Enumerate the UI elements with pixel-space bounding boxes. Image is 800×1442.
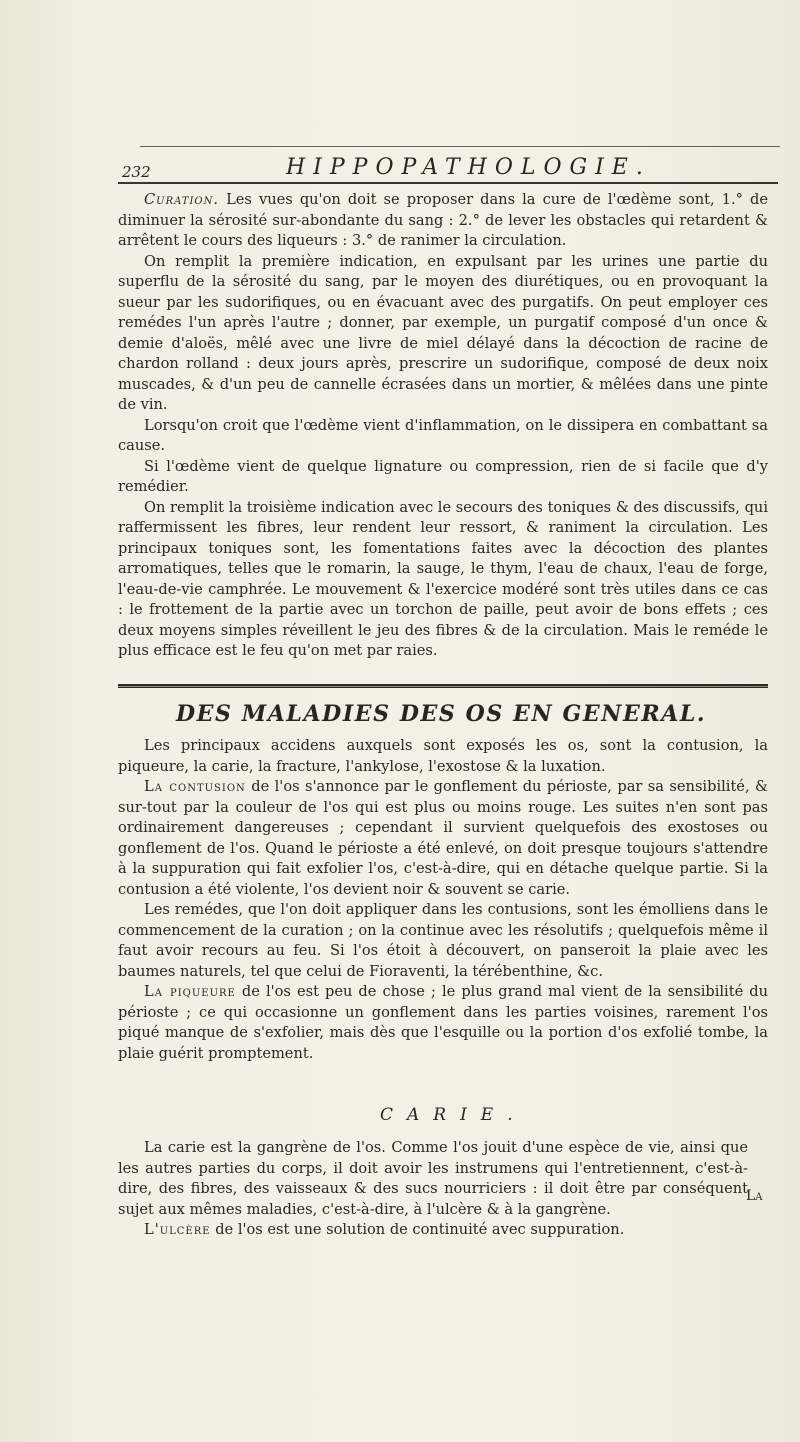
bones-paragraph-1: Les principaux accidens auxquels sont exposés les os, sont la contusion, la piqueure, la carie, la fracture, l'ankylose, l'exostose & la luxation. <box>118 737 768 775</box>
section-title: DES MALADIES DES OS EN GENERAL. <box>176 701 707 727</box>
section-divider <box>118 684 768 688</box>
piqueure-paragraph: de l'os est peu de chose ; le plus grand mal vient de la sensibilité du périoste ; ce qui occasionne un gonflement dans les parties voisines, rarement l'os piqué manque de s'exfolier, mais dès que l'esquille ou la portion d'os exfolié tombe, la plaie guérit promptement. <box>118 983 768 1062</box>
remedies-paragraph: Les remédes, que l'on doit appliquer dans les contusions, sont les émolliens dans le commencement de la curation ; on la continue avec les résolutifs ; quelquefois même il faut avoir recours au feu. Si l'os étoit à découvert, on panseroit la plaie avec les baumes naturels, tel que celui de Fioraventi, la térébenthine, &c. <box>118 901 768 980</box>
header-rule <box>118 182 778 184</box>
curation-paragraph-3: Lorsqu'on croit que l'œdème vient d'inflammation, on le dissipera en combattant sa cause. <box>118 416 768 454</box>
running-title: HIPPOPATHOLOGIE. <box>286 155 651 180</box>
catchword: La <box>746 1188 763 1204</box>
carie-paragraph: La carie est la gangrène de l'os. Comme l'os jouit d'une espèce de vie, ainsi que les autres parties du corps, il doit avoir les instrumens qui l'entretiennent, c'est-à-dire, des fibres, des vaisseaux & des sucs nourriciers : il doit être par conséquent sujet aux mêmes maladies, c'est-à-dire, à l'ulcère & à la gangrène. <box>118 1139 748 1218</box>
bones-section <box>118 736 768 1064</box>
curation-lead: Curation. <box>144 191 220 208</box>
curation-paragraph-4: Si l'œdème vient de quelque lignature ou compression, rien de si facile que d'y remédier. <box>118 457 768 495</box>
header-top-rule <box>140 146 780 147</box>
carie-heading: CARIE. <box>380 1105 527 1125</box>
piqueure-lead: La piqueure <box>144 983 236 1000</box>
contusion-paragraph: de l'os s'annonce par le gonflement du périoste, par sa sensibilité, & sur-tout par la couleur de l'os qui est plus ou moins rouge. Les suites n'en sont pas ordinairement dangereuses ; cependant il survient quelquefois des exostoses ou gonflement de l'os. Quand le périoste a été enlevé, on doit presque toujours s'attendre à la suppuration qui fait exfolier l'os, c'est-à-dire, qui en détache quelque partie. Si la contusion a été violente, l'os devient noir & souvent se carie. <box>118 778 769 898</box>
ulcere-lead: L'ulcère <box>144 1221 211 1238</box>
curation-paragraph-2: On remplit la première indication, en expulsant par les urines une partie du superflu de la sérosité du sang, par le moyen des diurétiques, ou en provoquant la sueur par les sudorifiques, ou en évacuant avec des purgatifs. On peut employer ces remédes l'un après l'autre ; donner, par exemple, un purgatif composé d'un once & demie d'aloës, mêlé avec une livre de miel délayé dans la décoction de racine de chardon rolland : deux jours après, prescrire un sudorifique, composé de deux noix muscades, & d'un peu de cannelle écrasées dans un mortier, & mêlées dans une pinte de vin. <box>118 252 768 413</box>
carie-section <box>118 1138 748 1241</box>
curation-section <box>118 190 768 662</box>
curation-paragraph-1: Les vues qu'on doit se proposer dans la cure de l'œdème sont, 1.° de diminuer la sérosité sur-abondante du sang : 2.° de lever les obstacles qui retardent & arrêtent le cours des liqueurs : 3.° de ranimer la circulation. <box>118 191 769 249</box>
page-number: 232 <box>122 163 151 181</box>
ulcere-paragraph: de l'os est une solution de continuité avec suppuration. <box>215 1221 625 1238</box>
curation-paragraph-5: On remplit la troisième indication avec le secours des toniques & des discussifs, qui raffermissent les fibres, leur rendent leur ressort, & raniment la circulation. Les principaux toniques sont, les fomentations faites avec la décoction des plantes arromatiques, telles que le romarin, la sauge, le thym, l'eau de chaux, l'eau de forge, l'eau-de-vie camphrée. Le mouvement & l'exercice modéré sont très utiles dans ce cas : le frottement de la partie avec un torchon de paille, peut avoir de bons effets ; ces deux moyens simples réveillent le jeu des fibres & de la circulation. Mais le reméde le plus efficace est le feu qu'on met par raies. <box>118 498 768 659</box>
contusion-lead: La contusion <box>144 778 246 795</box>
